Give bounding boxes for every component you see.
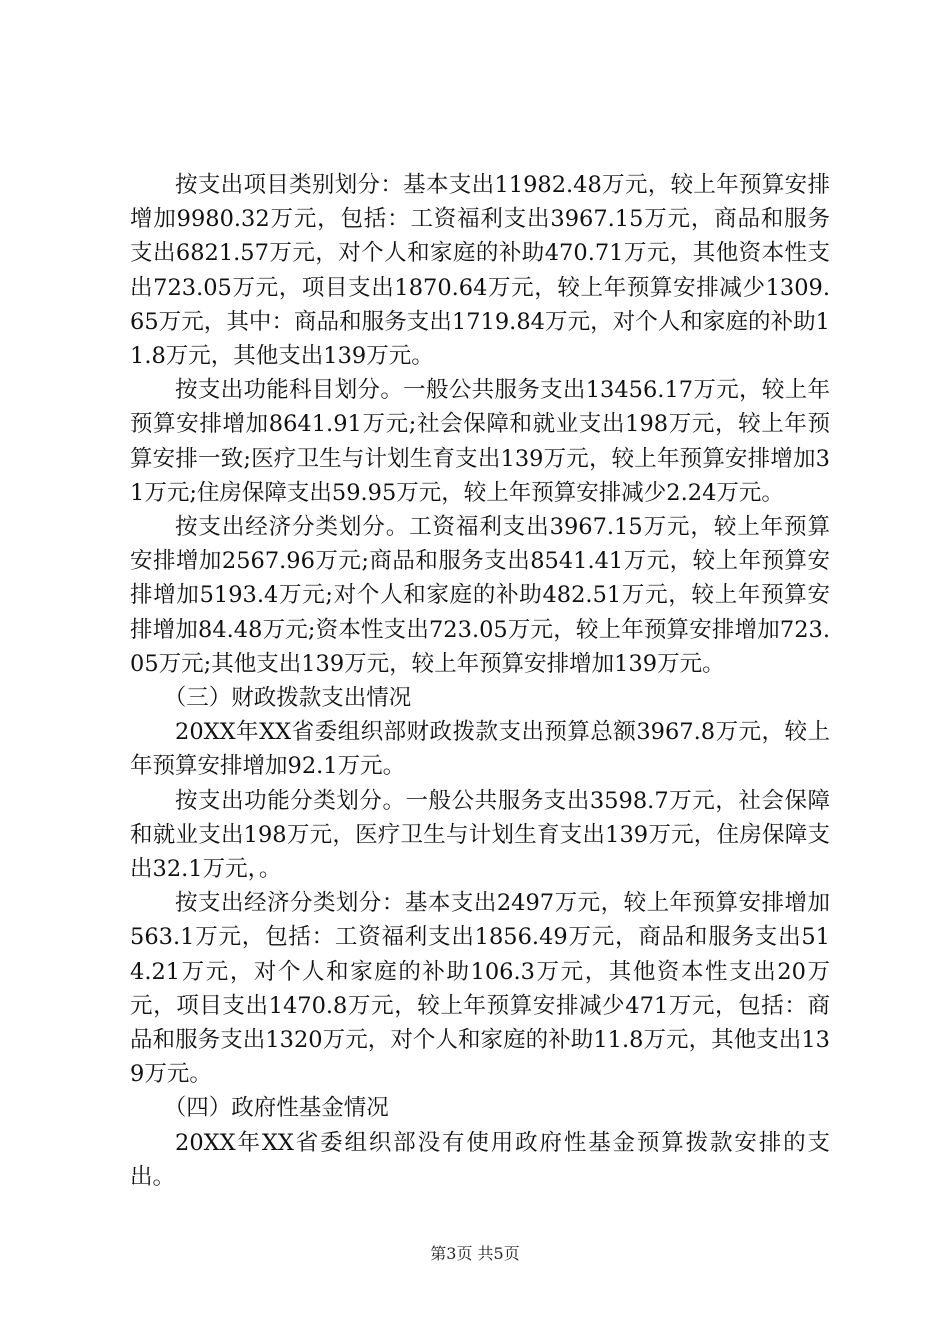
paragraph-appropriation-by-economic-class: 按支出经济分类划分：基本支出2497万元，较上年预算安排增加563.1万元，包括：工资福利支出1856.49万元，商品和服务支出514.21万元，对个人和家庭的补助106.3万元，其他资本性支出20万元，项目支出1470.8万元，较上年预算安排减少471万元，包括：商品和服务支出1320万元，对个人和家庭的补助11.8万元，其他支出139万元。 (130, 890, 830, 1088)
section-heading-fiscal-appropriation: （三）财政拨款支出情况 (163, 685, 412, 712)
paragraph-expenditure-by-function: 按支出功能科目划分。一般公共服务支出13456.17万元，较上年预算安排增加8641.91万元;社会保障和就业支出198万元，较上年预算安排一致;医疗卫生与计划生育支出139万元，较上年预算安排增加31万元;住房保障支出59.95万元，较上年预算安排减少2.24万元。 (130, 377, 830, 506)
page-number-footer: 第3页 共5页 (430, 1244, 520, 1263)
paragraph-appropriation-total: 20XX年XX省委组织部财政拨款支出预算总额3967.8万元，较上年预算安排增加92.1万元。 (130, 719, 830, 780)
paragraph-government-funds: 20XX年XX省委组织部没有使用政府性基金预算拨款安排的支出。 (130, 1129, 830, 1190)
document-body (130, 168, 830, 1194)
paragraph-appropriation-by-function: 按支出功能分类划分。一般公共服务支出3598.7万元，社会保障和就业支出198万元，医疗卫生与计划生育支出139万元，住房保障支出32.1万元，。 (130, 787, 830, 883)
paragraph-expenditure-by-economic-class: 按支出经济分类划分。工资福利支出3967.15万元，较上年预算安排增加2567.96万元;商品和服务支出8541.41万元，较上年预算安排增加5193.4万元;对个人和家庭的补助482.51万元，较上年预算安排增加84.48万元;资本性支出723.05万元，较上年预算安排增加723.05万元;其他支出139万元，较上年预算安排增加139万元。 (130, 514, 830, 677)
paragraph-expenditure-by-item-category: 按支出项目类别划分：基本支出11982.48万元，较上年预算安排增加9980.32万元，包括：工资福利支出3967.15万元，商品和服务支出6821.57万元，对个人和家庭的补助470.71万元，其他资本性支出723.05万元，项目支出1870.64万元，较上年预算安排减少1309.65万元，其中：商品和服务支出1719.84万元，对个人和家庭的补助11.8万元，其他支出139万元。 (130, 172, 830, 370)
section-heading-government-funds: （四）政府性基金情况 (163, 1095, 389, 1122)
